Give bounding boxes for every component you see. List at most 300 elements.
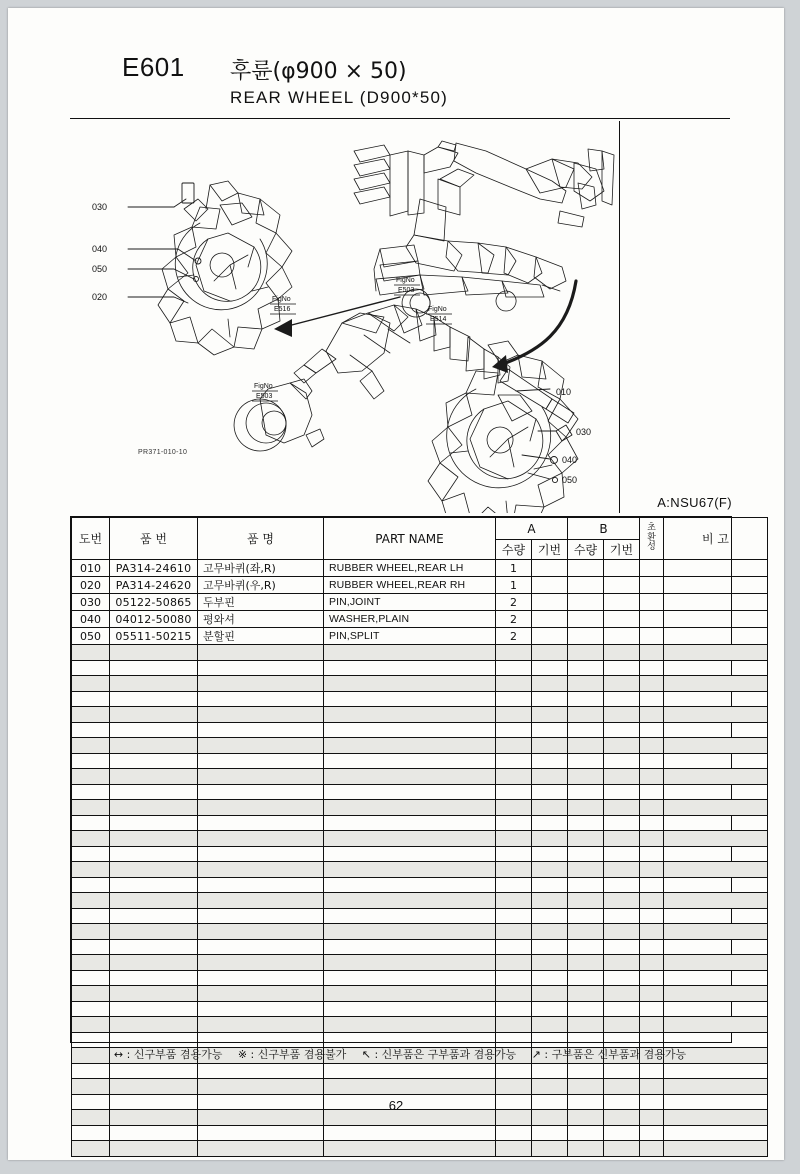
cell-kibun-b — [604, 594, 640, 611]
cell-dobun: 030 — [72, 594, 110, 611]
cell-blank — [496, 738, 532, 754]
cell-blank — [532, 862, 568, 878]
fig-ref-e503-lower — [252, 383, 278, 401]
cell-blank — [532, 939, 568, 955]
cell-blank — [568, 1125, 604, 1141]
cell-blank — [198, 784, 324, 800]
table-row-blank — [72, 738, 768, 754]
cell-blank — [532, 1141, 568, 1157]
fig-ref-e516 — [270, 296, 296, 314]
cell-blank — [496, 753, 532, 769]
cell-blank — [532, 924, 568, 940]
cell-name-ko: 평와셔 — [198, 611, 324, 628]
header-qty-a: 수량 — [496, 540, 532, 560]
cell-blank — [72, 862, 110, 878]
header-kibun-a: 기번 — [532, 540, 568, 560]
cell-blank — [664, 970, 768, 986]
page-title-english: REAR WHEEL (D900*50) — [230, 88, 448, 107]
cell-blank — [324, 939, 496, 955]
cell-blank — [72, 769, 110, 785]
callout-right-050: 050 — [562, 475, 578, 485]
cell-blank — [568, 1017, 604, 1033]
cell-blank — [324, 800, 496, 816]
cell-qty-b — [568, 577, 604, 594]
cell-blank — [604, 722, 640, 738]
cell-blank — [110, 939, 198, 955]
cell-blank — [664, 1079, 768, 1095]
cell-blank — [568, 970, 604, 986]
cell-blank — [496, 784, 532, 800]
cell-blank — [568, 986, 604, 1002]
cell-blank — [568, 1001, 604, 1017]
cell-part-name: PIN,JOINT — [324, 594, 496, 611]
cell-blank — [604, 738, 640, 754]
cell-blank — [604, 660, 640, 676]
cell-blank — [532, 784, 568, 800]
cell-pumbun: PA314-24610 — [110, 560, 198, 577]
table-row — [72, 560, 768, 577]
cell-blank — [496, 862, 532, 878]
cell-blank — [496, 893, 532, 909]
fig-ref-e503-upper — [394, 277, 420, 295]
cell-blank — [640, 831, 664, 847]
table-row-blank — [72, 955, 768, 971]
cell-blank — [110, 1017, 198, 1033]
cell-blank — [496, 908, 532, 924]
cell-blank — [568, 738, 604, 754]
cell-qty-b — [568, 611, 604, 628]
cell-blank — [568, 815, 604, 831]
cell-blank — [604, 691, 640, 707]
cell-chohwan — [640, 628, 664, 645]
cell-blank — [604, 753, 640, 769]
cell-blank — [640, 1141, 664, 1157]
cell-name-ko: 분할핀 — [198, 628, 324, 645]
cell-blank — [496, 1001, 532, 1017]
svg-text:FigNo: FigNo — [254, 383, 273, 390]
cell-blank — [664, 691, 768, 707]
catalog-page — [8, 8, 784, 1160]
cell-blank — [568, 1141, 604, 1157]
cell-blank — [568, 924, 604, 940]
cell-blank — [568, 645, 604, 661]
table-row-blank — [72, 1063, 768, 1079]
legend-item-4: ↗ : 구부품은 신부품과 겸용가능 — [531, 1048, 687, 1061]
table-row-blank — [72, 1001, 768, 1017]
cell-blank — [324, 893, 496, 909]
cell-blank — [640, 815, 664, 831]
cell-blank — [72, 722, 110, 738]
cell-dobun: 040 — [72, 611, 110, 628]
cell-blank — [664, 924, 768, 940]
cell-blank — [110, 676, 198, 692]
cell-blank — [198, 831, 324, 847]
cell-blank — [532, 707, 568, 723]
cell-blank — [110, 862, 198, 878]
cell-blank — [110, 924, 198, 940]
cell-blank — [640, 738, 664, 754]
cell-blank — [110, 769, 198, 785]
cell-blank — [198, 1125, 324, 1141]
cell-blank — [640, 939, 664, 955]
cell-blank — [640, 955, 664, 971]
cell-blank — [568, 784, 604, 800]
cell-blank — [640, 1017, 664, 1033]
cell-blank — [664, 815, 768, 831]
cell-blank — [532, 769, 568, 785]
cell-blank — [110, 986, 198, 1002]
cell-blank — [640, 660, 664, 676]
cell-blank — [324, 970, 496, 986]
cell-blank — [532, 660, 568, 676]
cell-blank — [110, 691, 198, 707]
cell-blank — [324, 1017, 496, 1033]
cell-blank — [198, 986, 324, 1002]
header-bigo: 비 고 — [664, 518, 768, 560]
cell-blank — [110, 1063, 198, 1079]
cell-blank — [110, 815, 198, 831]
cell-blank — [324, 738, 496, 754]
table-row-blank — [72, 1079, 768, 1095]
cell-blank — [664, 1017, 768, 1033]
cell-blank — [198, 877, 324, 893]
cell-blank — [72, 1125, 110, 1141]
cell-blank — [496, 846, 532, 862]
cell-blank — [640, 769, 664, 785]
cell-blank — [324, 1141, 496, 1157]
cell-blank — [664, 1063, 768, 1079]
cell-blank — [110, 955, 198, 971]
cell-blank — [496, 645, 532, 661]
cell-blank — [72, 753, 110, 769]
cell-blank — [640, 645, 664, 661]
cell-blank — [640, 1001, 664, 1017]
cell-blank — [496, 660, 532, 676]
cell-bigo — [664, 560, 768, 577]
cell-blank — [324, 955, 496, 971]
cell-pumbun: 05122-50865 — [110, 594, 198, 611]
cell-blank — [110, 846, 198, 862]
cell-bigo — [664, 577, 768, 594]
cell-blank — [198, 970, 324, 986]
cell-blank — [72, 1141, 110, 1157]
callout-left-030: 030 — [92, 202, 108, 212]
cell-blank — [496, 1141, 532, 1157]
cell-blank — [532, 846, 568, 862]
cell-blank — [324, 1125, 496, 1141]
cell-pumbun: 04012-50080 — [110, 611, 198, 628]
legend — [70, 1046, 730, 1062]
cell-blank — [72, 955, 110, 971]
cell-blank — [568, 831, 604, 847]
cell-blank — [324, 784, 496, 800]
cell-blank — [110, 831, 198, 847]
cell-blank — [532, 877, 568, 893]
cell-blank — [110, 800, 198, 816]
cell-blank — [664, 908, 768, 924]
table-row-blank — [72, 676, 768, 692]
cell-blank — [110, 1001, 198, 1017]
cell-blank — [110, 660, 198, 676]
variant-note: A:NSU67(F) — [657, 495, 732, 510]
cell-blank — [496, 722, 532, 738]
callout-left-040: 040 — [92, 244, 108, 254]
cell-blank — [664, 800, 768, 816]
cell-blank — [198, 955, 324, 971]
page-title-korean: 후륜(φ900 × 50) — [230, 59, 407, 84]
cell-blank — [110, 970, 198, 986]
cell-blank — [664, 955, 768, 971]
cell-blank — [664, 846, 768, 862]
cell-blank — [198, 753, 324, 769]
cell-blank — [496, 1125, 532, 1141]
cell-blank — [324, 691, 496, 707]
cell-blank — [568, 846, 604, 862]
table-row-blank — [72, 893, 768, 909]
cell-blank — [324, 908, 496, 924]
cell-blank — [664, 986, 768, 1002]
cell-blank — [604, 908, 640, 924]
cell-dobun: 020 — [72, 577, 110, 594]
cell-blank — [664, 1125, 768, 1141]
cell-blank — [324, 877, 496, 893]
cell-blank — [604, 1001, 640, 1017]
cell-blank — [640, 986, 664, 1002]
cell-qty-b — [568, 628, 604, 645]
cell-blank — [568, 877, 604, 893]
cell-blank — [664, 893, 768, 909]
cell-blank — [198, 1017, 324, 1033]
table-row-blank — [72, 769, 768, 785]
cell-blank — [72, 1063, 110, 1079]
cell-kibun-b — [604, 577, 640, 594]
cell-blank — [664, 769, 768, 785]
cell-blank — [198, 1141, 324, 1157]
cell-blank — [568, 769, 604, 785]
cell-blank — [72, 645, 110, 661]
cell-pumbun: PA314-24620 — [110, 577, 198, 594]
table-row-blank — [72, 862, 768, 878]
cell-blank — [198, 722, 324, 738]
cell-blank — [198, 769, 324, 785]
cell-blank — [568, 707, 604, 723]
cell-blank — [640, 1079, 664, 1095]
cell-blank — [640, 800, 664, 816]
cell-blank — [72, 893, 110, 909]
cell-blank — [568, 676, 604, 692]
cell-blank — [664, 862, 768, 878]
header-chohwan: 초 환 성 — [640, 518, 664, 560]
cell-blank — [604, 676, 640, 692]
cell-blank — [324, 676, 496, 692]
cell-blank — [324, 862, 496, 878]
cell-name-ko: 고무바퀴(좌,R) — [198, 560, 324, 577]
cell-blank — [604, 784, 640, 800]
table-row-blank — [72, 800, 768, 816]
cell-blank — [604, 1063, 640, 1079]
cell-kibun-b — [604, 611, 640, 628]
cell-blank — [72, 800, 110, 816]
cell-blank — [324, 645, 496, 661]
cell-blank — [532, 1063, 568, 1079]
cell-blank — [72, 1079, 110, 1095]
callout-right-010: 010 — [556, 387, 572, 397]
cell-blank — [532, 815, 568, 831]
cell-blank — [110, 753, 198, 769]
cell-blank — [604, 893, 640, 909]
table-row-blank — [72, 831, 768, 847]
cell-qty-a: 2 — [496, 594, 532, 611]
svg-text:FigNo: FigNo — [272, 296, 291, 303]
cell-blank — [72, 831, 110, 847]
cell-blank — [604, 924, 640, 940]
table-row-blank — [72, 1017, 768, 1033]
cell-blank — [110, 1079, 198, 1095]
cell-blank — [496, 970, 532, 986]
cell-blank — [72, 784, 110, 800]
cell-blank — [496, 986, 532, 1002]
cell-blank — [324, 722, 496, 738]
cell-kibun-a — [532, 560, 568, 577]
cell-blank — [72, 676, 110, 692]
cell-blank — [110, 1141, 198, 1157]
table-row-blank — [72, 1125, 768, 1141]
table-row-blank — [72, 660, 768, 676]
cell-blank — [604, 1125, 640, 1141]
cell-pumbun: 05511-50215 — [110, 628, 198, 645]
cell-blank — [72, 1001, 110, 1017]
table-row-blank — [72, 784, 768, 800]
header-group-a: A — [496, 518, 568, 540]
svg-text:FigNo: FigNo — [396, 277, 415, 284]
table-row-blank — [72, 986, 768, 1002]
header-pummyeong: 품 명 — [198, 518, 324, 560]
cell-kibun-a — [532, 577, 568, 594]
cell-blank — [72, 815, 110, 831]
cell-blank — [532, 986, 568, 1002]
cell-blank — [198, 924, 324, 940]
cell-blank — [72, 908, 110, 924]
table-row-blank — [72, 691, 768, 707]
cell-blank — [532, 722, 568, 738]
cell-name-ko: 고무바퀴(우,R) — [198, 577, 324, 594]
cell-blank — [110, 707, 198, 723]
cell-blank — [198, 1079, 324, 1095]
cell-blank — [496, 1017, 532, 1033]
cell-blank — [324, 660, 496, 676]
cell-blank — [324, 753, 496, 769]
cell-qty-b — [568, 560, 604, 577]
cell-blank — [640, 908, 664, 924]
cell-qty-a: 2 — [496, 628, 532, 645]
table-row-blank — [72, 707, 768, 723]
cell-blank — [496, 877, 532, 893]
cell-blank — [198, 660, 324, 676]
drawing-number: PR371-010-10 — [138, 449, 188, 456]
svg-text:E503: E503 — [398, 287, 415, 294]
cell-part-name: WASHER,PLAIN — [324, 611, 496, 628]
cell-blank — [568, 862, 604, 878]
cell-blank — [198, 645, 324, 661]
cell-blank — [324, 1079, 496, 1095]
cell-blank — [640, 924, 664, 940]
cell-blank — [72, 660, 110, 676]
cell-blank — [604, 815, 640, 831]
page-number: 62 — [388, 1098, 404, 1113]
cell-blank — [110, 738, 198, 754]
cell-blank — [568, 753, 604, 769]
cell-blank — [198, 862, 324, 878]
legend-item-2: ※ : 신구부품 겸용불가 — [237, 1048, 347, 1061]
callout-left-050: 050 — [92, 264, 108, 274]
cell-blank — [532, 893, 568, 909]
cell-blank — [110, 908, 198, 924]
cell-blank — [604, 986, 640, 1002]
cell-blank — [532, 955, 568, 971]
cell-blank — [72, 939, 110, 955]
svg-text:E503: E503 — [256, 393, 273, 400]
parts-table — [70, 516, 732, 1043]
cell-name-ko: 두부핀 — [198, 594, 324, 611]
table-row-blank — [72, 877, 768, 893]
cell-blank — [664, 1001, 768, 1017]
cell-blank — [568, 722, 604, 738]
cell-blank — [604, 877, 640, 893]
cell-blank — [640, 846, 664, 862]
cell-blank — [532, 800, 568, 816]
cell-kibun-a — [532, 628, 568, 645]
cell-blank — [640, 1063, 664, 1079]
header-qty-b: 수량 — [568, 540, 604, 560]
cell-blank — [640, 893, 664, 909]
cell-blank — [568, 660, 604, 676]
cell-blank — [532, 1017, 568, 1033]
cell-blank — [324, 986, 496, 1002]
cell-bigo — [664, 594, 768, 611]
legend-item-1: ↔ : 신구부품 겸용가능 — [113, 1048, 223, 1061]
header-dobun: 도번 — [72, 518, 110, 560]
cell-blank — [324, 831, 496, 847]
cell-blank — [496, 939, 532, 955]
cell-blank — [604, 939, 640, 955]
cell-kibun-b — [604, 560, 640, 577]
cell-blank — [664, 676, 768, 692]
header-divider — [70, 118, 730, 119]
cell-dobun: 010 — [72, 560, 110, 577]
cell-blank — [604, 862, 640, 878]
cell-blank — [496, 707, 532, 723]
table-row — [72, 594, 768, 611]
cell-blank — [496, 924, 532, 940]
gearbox-small — [234, 379, 324, 451]
cell-blank — [568, 939, 604, 955]
cell-qty-a: 1 — [496, 577, 532, 594]
cell-blank — [324, 815, 496, 831]
cell-blank — [568, 800, 604, 816]
cell-blank — [664, 831, 768, 847]
cell-blank — [640, 676, 664, 692]
cell-blank — [640, 722, 664, 738]
cell-blank — [664, 1141, 768, 1157]
table-row-blank — [72, 846, 768, 862]
cell-blank — [72, 970, 110, 986]
cell-blank — [496, 1063, 532, 1079]
cell-qty-a: 2 — [496, 611, 532, 628]
cell-blank — [324, 769, 496, 785]
cell-blank — [568, 691, 604, 707]
cell-blank — [604, 831, 640, 847]
cell-chohwan — [640, 611, 664, 628]
